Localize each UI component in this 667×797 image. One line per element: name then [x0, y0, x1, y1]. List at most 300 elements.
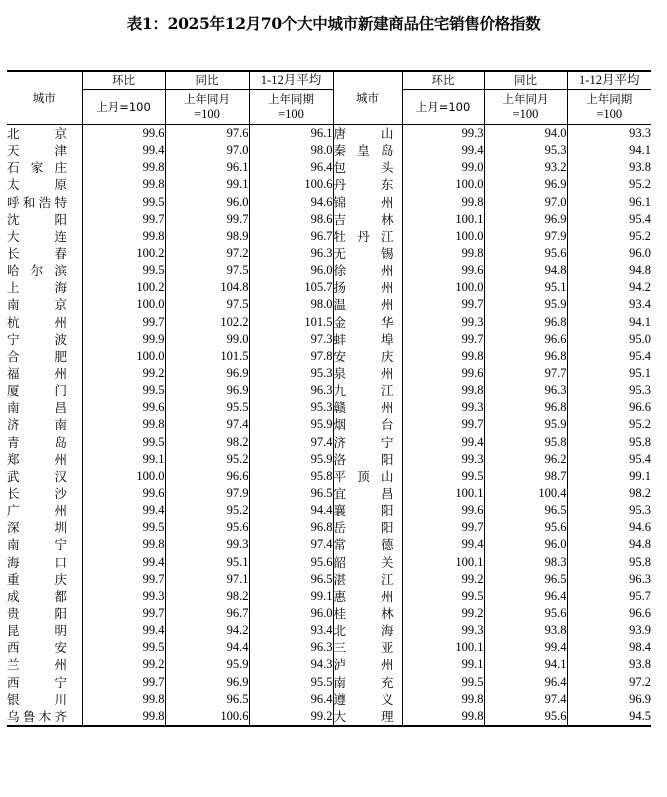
city-name	[7, 348, 82, 365]
yoy-value: 96.6	[484, 331, 567, 348]
avg-value: 95.3	[567, 382, 651, 399]
column-header-city-right: 城市	[333, 71, 402, 125]
table-row	[7, 348, 651, 365]
avg-value: 95.4	[567, 348, 651, 365]
city-char: 连	[54, 228, 67, 244]
table-row	[7, 468, 651, 485]
avg-value: 96.0	[249, 605, 333, 622]
yoy-value: 96.0	[165, 194, 249, 211]
city-char: 贵	[7, 606, 20, 621]
city-char: 洛	[333, 451, 347, 467]
avg-value: 95.5	[249, 674, 333, 691]
table-row	[7, 159, 651, 176]
yoy-value: 94.2	[165, 622, 249, 639]
mom-value: 100.2	[82, 245, 165, 262]
mom-value: 99.2	[82, 656, 165, 673]
table-row	[7, 125, 651, 143]
city-char: 长	[7, 246, 20, 262]
city-name	[7, 536, 82, 553]
city-char: 南	[7, 537, 20, 553]
city-char: 木	[38, 708, 52, 724]
city-name	[7, 674, 82, 691]
city-name	[333, 434, 402, 451]
yoy-value: 95.6	[484, 708, 567, 726]
avg-value: 95.4	[567, 211, 651, 228]
table-row	[7, 399, 651, 416]
yoy-value: 97.2	[165, 245, 249, 262]
mom-value: 99.4	[402, 434, 484, 451]
column-header-avg-right: 1-12月平均	[567, 71, 651, 90]
city-char: 襄	[333, 503, 347, 519]
city-name	[333, 416, 402, 433]
city-char: 汉	[54, 468, 67, 484]
yoy-value: 94.4	[165, 639, 249, 656]
city-char: 烟	[333, 417, 347, 433]
mom-value: 99.6	[402, 365, 484, 382]
avg-value: 98.6	[249, 211, 333, 228]
city-name	[333, 588, 402, 605]
city-char: 三	[333, 640, 347, 656]
table-row	[7, 502, 651, 519]
mom-value: 100.0	[402, 176, 484, 193]
city-char: 州	[54, 503, 67, 519]
city-name	[7, 331, 82, 348]
city-char: 庆	[54, 571, 67, 587]
city-char: 埠	[380, 331, 394, 347]
city-char: 秦	[333, 143, 347, 159]
city-char: 庆	[380, 348, 394, 364]
city-char: 青	[7, 434, 20, 450]
avg-value: 95.9	[249, 416, 333, 433]
city-char: 广	[7, 503, 20, 519]
city-name	[333, 245, 402, 262]
mom-value: 99.3	[402, 125, 484, 143]
yoy-value: 98.2	[165, 588, 249, 605]
column-header-yoy-right: 同比	[484, 71, 567, 90]
city-char: 常	[333, 537, 347, 553]
base-mom: 上月=100	[82, 90, 165, 125]
city-char: 南	[7, 400, 20, 416]
city-char: 桂	[333, 606, 347, 621]
avg-value: 99.2	[249, 708, 333, 726]
yoy-value: 95.6	[484, 519, 567, 536]
city-char: 春	[54, 246, 67, 262]
mom-value: 99.6	[82, 399, 165, 416]
city-char: 东	[380, 177, 394, 193]
yoy-value: 96.7	[165, 605, 249, 622]
mom-value: 100.1	[402, 639, 484, 656]
city-name	[7, 125, 82, 143]
yoy-value: 97.4	[484, 691, 567, 708]
city-name	[333, 399, 402, 416]
city-char: 银	[7, 691, 20, 707]
table-row	[7, 296, 651, 313]
column-header-mom: 环比	[82, 71, 165, 90]
city-char: 亚	[380, 640, 394, 656]
city-name	[333, 554, 402, 571]
yoy-value: 104.8	[165, 279, 249, 296]
city-name	[333, 331, 402, 348]
mom-value: 99.8	[82, 691, 165, 708]
city-char: 明	[54, 623, 67, 639]
mom-value: 99.3	[402, 314, 484, 331]
avg-value: 94.5	[567, 708, 651, 726]
mom-value: 99.5	[402, 674, 484, 691]
avg-value: 93.3	[567, 125, 651, 143]
mom-value: 99.5	[82, 519, 165, 536]
city-char: 肥	[54, 348, 67, 364]
mom-value: 99.6	[82, 485, 165, 502]
mom-value: 99.5	[402, 588, 484, 605]
city-char: 理	[380, 708, 394, 724]
avg-value: 96.8	[249, 519, 333, 536]
table-row	[7, 708, 651, 726]
mom-value: 99.4	[402, 536, 484, 553]
city-char: 州	[380, 297, 394, 313]
table-row	[7, 571, 651, 588]
avg-value: 94.6	[567, 519, 651, 536]
avg-value: 95.3	[567, 502, 651, 519]
city-char: 重	[7, 571, 20, 587]
city-char: 州	[54, 657, 67, 673]
city-char: 州	[380, 400, 394, 416]
mom-value: 99.7	[402, 519, 484, 536]
city-char: 包	[333, 160, 347, 176]
base-mom-right: 上月=100	[402, 90, 484, 125]
avg-value: 94.8	[567, 536, 651, 553]
avg-value: 94.3	[249, 656, 333, 673]
avg-value: 96.4	[249, 159, 333, 176]
city-char: 海	[7, 554, 20, 570]
city-char: 都	[54, 588, 67, 604]
city-char: 江	[380, 383, 394, 399]
city-char: 充	[380, 674, 394, 690]
mom-value: 99.9	[82, 331, 165, 348]
avg-value: 96.0	[567, 245, 651, 262]
table-row	[7, 416, 651, 433]
yoy-value: 96.9	[165, 382, 249, 399]
avg-value: 99.1	[249, 588, 333, 605]
avg-value: 100.6	[249, 176, 333, 193]
table-row	[7, 314, 651, 331]
yoy-value: 100.4	[484, 485, 567, 502]
avg-value: 96.6	[567, 399, 651, 416]
avg-value: 97.3	[249, 331, 333, 348]
table-row	[7, 536, 651, 553]
city-name	[333, 468, 402, 485]
city-char: 宁	[54, 537, 67, 553]
city-name	[333, 279, 402, 296]
mom-value: 99.8	[82, 176, 165, 193]
yoy-value: 95.1	[484, 279, 567, 296]
mom-value: 100.0	[402, 279, 484, 296]
city-name	[333, 262, 402, 279]
city-name	[7, 279, 82, 296]
city-char: 大	[333, 708, 347, 724]
city-name	[7, 245, 82, 262]
city-char: 郑	[7, 451, 20, 467]
mom-value: 100.1	[402, 554, 484, 571]
yoy-value: 95.3	[484, 142, 567, 159]
city-char: 津	[54, 143, 67, 159]
yoy-value: 95.1	[165, 554, 249, 571]
city-char: 吉	[333, 211, 347, 227]
mom-value: 99.7	[402, 416, 484, 433]
avg-value: 98.0	[249, 296, 333, 313]
yoy-value: 96.5	[165, 691, 249, 708]
city-char: 阳	[54, 211, 67, 227]
city-name	[333, 639, 402, 656]
city-char: 州	[380, 194, 394, 210]
city-name	[333, 622, 402, 639]
city-char: 呼	[7, 194, 20, 210]
yoy-value: 96.9	[165, 674, 249, 691]
mom-value: 99.7	[82, 211, 165, 228]
avg-value: 98.0	[249, 142, 333, 159]
city-char: 成	[7, 588, 20, 604]
yoy-value: 93.8	[484, 622, 567, 639]
city-char: 南	[7, 297, 20, 313]
city-name	[333, 125, 402, 143]
avg-value: 96.4	[249, 691, 333, 708]
city-name	[7, 296, 82, 313]
city-name	[333, 382, 402, 399]
yoy-value: 95.5	[165, 399, 249, 416]
yoy-value: 98.7	[484, 468, 567, 485]
city-char: 庄	[54, 160, 67, 176]
city-char: 济	[7, 417, 20, 433]
table-row	[7, 451, 651, 468]
yoy-value: 97.0	[165, 142, 249, 159]
mom-value: 99.8	[82, 228, 165, 245]
avg-value: 98.2	[567, 485, 651, 502]
city-char: 宁	[7, 331, 20, 347]
table-row	[7, 434, 651, 451]
city-char: 林	[380, 211, 394, 227]
city-char: 州	[380, 588, 394, 604]
city-char: 沈	[7, 211, 20, 227]
city-char: 长	[7, 486, 20, 502]
table-row	[7, 382, 651, 399]
yoy-value: 101.5	[165, 348, 249, 365]
mom-value: 99.8	[402, 708, 484, 726]
city-char: 岳	[333, 520, 347, 536]
yoy-value: 98.3	[484, 554, 567, 571]
avg-value: 94.4	[249, 502, 333, 519]
city-char: 泉	[333, 366, 347, 382]
city-name	[333, 536, 402, 553]
city-char: 沙	[54, 486, 67, 502]
table-row	[7, 691, 651, 708]
table-row	[7, 656, 651, 673]
city-char: 家	[30, 160, 44, 176]
yoy-value: 96.5	[484, 571, 567, 588]
city-name	[333, 296, 402, 313]
city-char: 扬	[333, 280, 347, 296]
yoy-value: 99.1	[165, 176, 249, 193]
yoy-value: 93.2	[484, 159, 567, 176]
mom-value: 99.1	[82, 451, 165, 468]
avg-value: 96.1	[249, 125, 333, 143]
city-char: 哈	[7, 263, 20, 279]
yoy-value: 95.8	[484, 434, 567, 451]
city-char: 山	[380, 126, 394, 142]
table-row	[7, 262, 651, 279]
mom-value: 100.0	[82, 348, 165, 365]
city-char: 北	[333, 623, 347, 639]
yoy-value: 97.6	[165, 125, 249, 143]
city-name	[7, 211, 82, 228]
mom-value: 100.1	[402, 485, 484, 502]
mom-value: 99.3	[82, 588, 165, 605]
city-char: 石	[7, 160, 20, 176]
yoy-value: 96.1	[165, 159, 249, 176]
table-row	[7, 211, 651, 228]
yoy-value: 100.6	[165, 708, 249, 726]
column-header-mom-right: 环比	[402, 71, 484, 90]
city-name	[7, 519, 82, 536]
city-name	[333, 708, 402, 726]
city-name	[333, 228, 402, 245]
avg-value: 93.8	[567, 656, 651, 673]
avg-value: 95.7	[567, 588, 651, 605]
city-char: 州	[380, 366, 394, 382]
mom-value: 100.1	[402, 211, 484, 228]
city-char: 太	[7, 177, 20, 193]
yoy-value: 96.9	[484, 211, 567, 228]
mom-value: 99.6	[82, 125, 165, 143]
mom-value: 99.1	[402, 656, 484, 673]
city-char: 宜	[333, 486, 347, 502]
avg-value: 97.4	[249, 434, 333, 451]
base-yoy-right: 上年同月 =100	[484, 90, 567, 125]
yoy-value: 97.7	[484, 365, 567, 382]
city-char: 尔	[30, 263, 44, 279]
city-char: 大	[7, 228, 20, 244]
avg-value: 96.3	[249, 245, 333, 262]
city-char: 海	[380, 623, 394, 639]
mom-value: 99.7	[82, 674, 165, 691]
city-char: 西	[7, 674, 20, 690]
avg-value: 96.1	[567, 194, 651, 211]
yoy-value: 96.6	[165, 468, 249, 485]
yoy-value: 95.6	[165, 519, 249, 536]
city-char: 合	[7, 348, 20, 364]
city-name	[7, 434, 82, 451]
city-name	[7, 159, 82, 176]
mom-value: 99.8	[82, 416, 165, 433]
city-char: 门	[54, 383, 67, 399]
city-char: 鲁	[22, 708, 36, 724]
mom-value: 99.0	[402, 159, 484, 176]
yoy-value: 96.0	[484, 536, 567, 553]
avg-value: 96.5	[249, 485, 333, 502]
avg-value: 101.5	[249, 314, 333, 331]
city-name	[7, 639, 82, 656]
avg-value: 95.8	[567, 434, 651, 451]
yoy-value: 96.8	[484, 399, 567, 416]
city-name	[7, 656, 82, 673]
avg-value: 95.2	[567, 416, 651, 433]
mom-value: 99.7	[82, 605, 165, 622]
city-char: 徐	[333, 263, 347, 279]
city-char: 头	[380, 160, 394, 176]
price-index-table	[7, 70, 651, 727]
city-char: 昌	[54, 400, 67, 416]
city-char: 丹	[333, 177, 347, 193]
avg-value: 93.4	[249, 622, 333, 639]
city-char: 圳	[54, 520, 67, 536]
city-char: 上	[7, 280, 20, 296]
table-row	[7, 485, 651, 502]
table-row	[7, 365, 651, 382]
avg-value: 95.9	[249, 451, 333, 468]
yoy-value: 102.2	[165, 314, 249, 331]
city-char: 安	[54, 640, 67, 656]
city-char: 州	[380, 280, 394, 296]
avg-value: 97.4	[249, 536, 333, 553]
city-name	[333, 176, 402, 193]
city-name	[7, 605, 82, 622]
mom-value: 99.4	[82, 622, 165, 639]
city-name	[7, 708, 82, 726]
city-char: 温	[333, 297, 347, 313]
city-name	[7, 176, 82, 193]
avg-value: 95.6	[249, 554, 333, 571]
avg-value: 95.3	[249, 399, 333, 416]
yoy-value: 95.9	[484, 416, 567, 433]
avg-value: 96.6	[567, 605, 651, 622]
city-name	[333, 485, 402, 502]
mom-value: 99.7	[82, 571, 165, 588]
city-name	[7, 691, 82, 708]
city-char: 顶	[357, 468, 370, 484]
avg-value: 96.0	[249, 262, 333, 279]
avg-value: 96.3	[567, 571, 651, 588]
city-name	[7, 382, 82, 399]
city-name	[333, 194, 402, 211]
city-char: 岛	[380, 143, 394, 159]
city-char: 口	[54, 554, 67, 570]
mom-value: 99.2	[82, 365, 165, 382]
city-name	[7, 468, 82, 485]
city-char: 西	[7, 640, 20, 656]
city-char: 台	[380, 417, 394, 433]
yoy-value: 95.9	[484, 296, 567, 313]
avg-value: 96.5	[249, 571, 333, 588]
city-name	[7, 485, 82, 502]
mom-value: 99.8	[82, 159, 165, 176]
column-header-avg: 1-12月平均	[249, 71, 333, 90]
city-char: 韶	[333, 554, 347, 570]
avg-value: 95.2	[567, 228, 651, 245]
mom-value: 99.5	[82, 382, 165, 399]
mom-value: 99.3	[402, 622, 484, 639]
mom-value: 99.4	[402, 142, 484, 159]
city-name	[7, 502, 82, 519]
city-name	[333, 142, 402, 159]
city-char: 昆	[7, 623, 20, 639]
city-char: 浩	[38, 194, 52, 210]
city-char: 义	[380, 691, 394, 707]
yoy-value: 96.8	[484, 314, 567, 331]
city-char: 杭	[7, 314, 20, 330]
city-name	[333, 502, 402, 519]
city-char: 南	[333, 674, 347, 690]
city-char: 丹	[357, 228, 370, 244]
city-char: 厦	[7, 383, 20, 399]
city-char: 遵	[333, 691, 347, 707]
